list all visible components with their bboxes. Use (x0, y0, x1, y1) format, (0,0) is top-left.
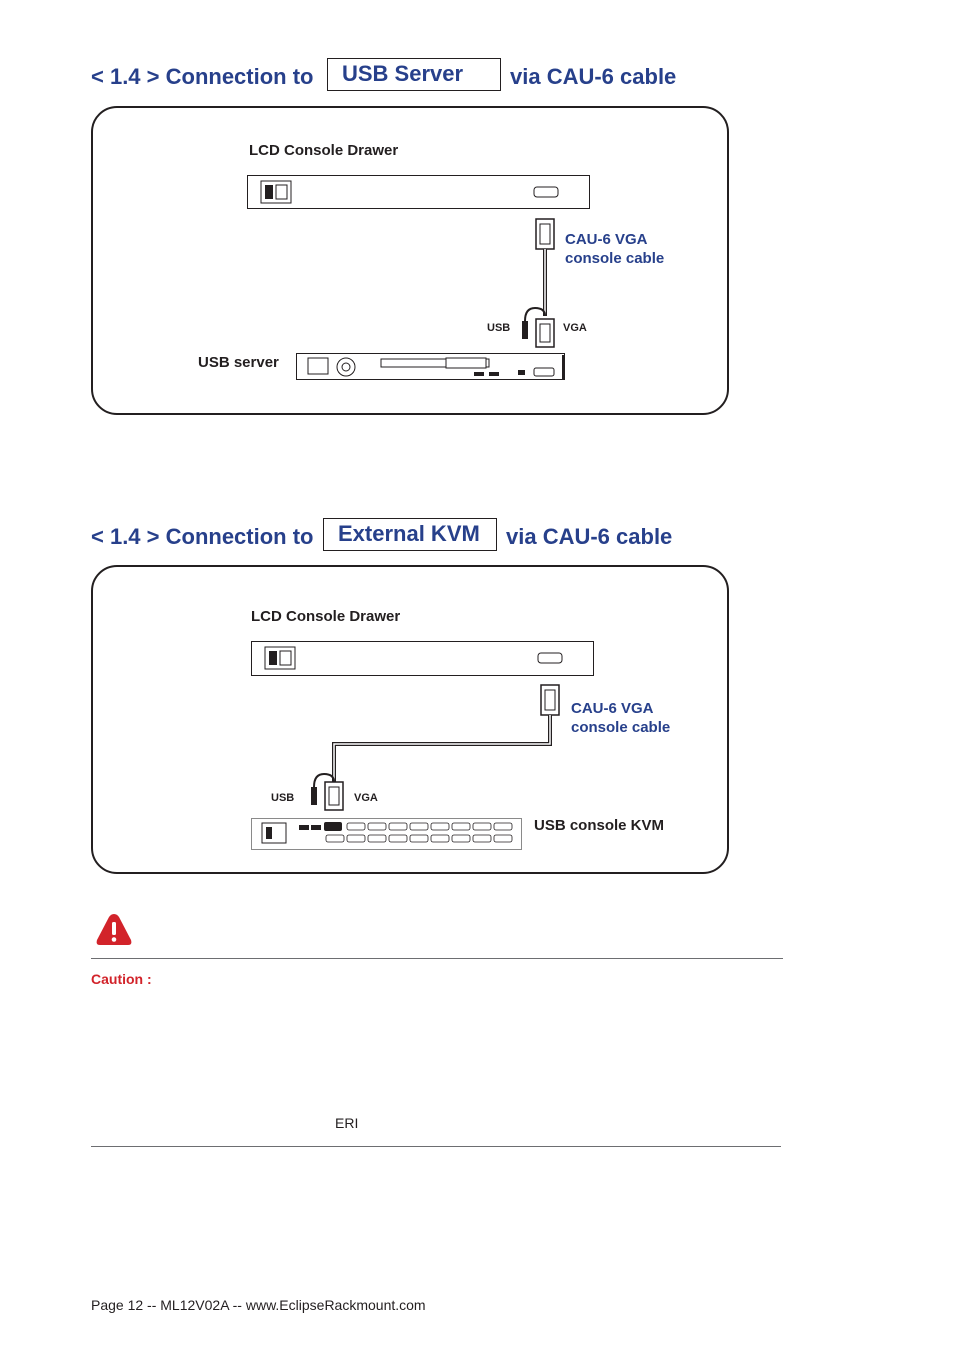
page-footer: Page 12 -- ML12V02A -- www.EclipseRackmount.com (91, 1297, 426, 1313)
warning-triangle-icon (95, 912, 133, 947)
section2-lcd-drawer (251, 641, 594, 676)
section1-drawer-label: LCD Console Drawer (249, 142, 399, 159)
section1-heading-prefix: < 1.4 > Connection to (91, 64, 314, 89)
caution-bottom-rule (91, 1146, 781, 1147)
section2-drawer-label: LCD Console Drawer (251, 608, 401, 625)
section2-heading-box: External KVM (323, 518, 497, 551)
section1-cable-label-line1: CAU-6 VGA (565, 231, 648, 248)
section2-usb-console-kvm (251, 818, 522, 850)
fan-icon (337, 358, 355, 376)
caution-text: ERI (335, 1115, 359, 1131)
section1-cau6-cable (520, 216, 560, 351)
section1-device-label: USB server (198, 354, 279, 371)
section1-usb-label: USB (487, 322, 511, 334)
section2-device-label: USB console KVM (534, 817, 665, 834)
power-inlet-icon (308, 358, 328, 374)
section2-heading-suffix: via CAU-6 cable (506, 524, 673, 549)
section1-heading-suffix: via CAU-6 cable (510, 64, 677, 89)
section2-cable-label-line2: console cable (571, 719, 671, 736)
vga-port-icon (534, 187, 558, 197)
vga-port-icon (534, 368, 554, 376)
section1-usb-server (296, 353, 567, 381)
section1-lcd-drawer (247, 175, 590, 209)
section1-heading-box: USB Server (327, 58, 501, 91)
section2-cau6-cable (300, 682, 560, 812)
vga-port-icon (538, 653, 562, 663)
section1-vga-label: VGA (563, 322, 587, 334)
section2-cable-label-line1: CAU-6 VGA (571, 700, 654, 717)
caution-label: Caution : (91, 971, 152, 987)
section2-usb-label: USB (271, 792, 295, 804)
section2-vga-label: VGA (354, 792, 378, 804)
section1-cable-label-line2: console cable (565, 250, 665, 267)
caution-top-rule (91, 958, 783, 959)
power-inlet-icon (262, 823, 286, 843)
section2-heading-prefix: < 1.4 > Connection to (91, 524, 314, 549)
